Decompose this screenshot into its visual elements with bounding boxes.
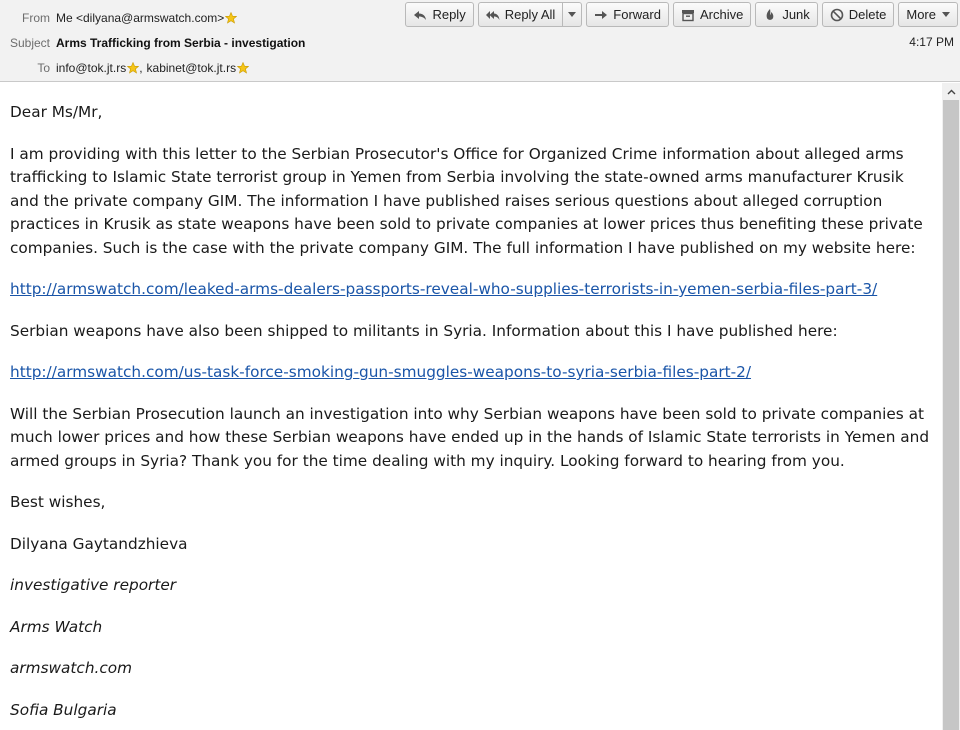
signature-website: armswatch.com	[10, 659, 133, 677]
body-paragraph: Serbian weapons have also been shipped to militants in Syria. Information about this I have published here:	[10, 321, 838, 340]
signature-title: investigative reporter	[10, 576, 177, 594]
signature-location: Sofia Bulgaria	[10, 700, 117, 719]
subject-value: Arms Trafficking from Serbia - investigation	[56, 36, 306, 50]
to-recipient[interactable]: kabinet@tok.jt.rs	[146, 61, 237, 75]
vertical-scrollbar[interactable]	[942, 83, 960, 730]
star-icon[interactable]	[237, 62, 249, 74]
archive-button[interactable]	[673, 2, 751, 27]
to-row	[0, 58, 249, 78]
subject-row	[0, 33, 305, 53]
star-icon[interactable]	[225, 12, 237, 24]
delete-icon	[830, 8, 844, 22]
more-label: More	[906, 7, 936, 22]
reply-all-button[interactable]	[478, 2, 564, 27]
delete-button[interactable]	[822, 2, 895, 27]
from-value[interactable]: Me <dilyana@armswatch.com>	[56, 11, 225, 25]
forward-icon	[594, 8, 608, 22]
chevron-down-icon	[568, 12, 576, 17]
message-time: 4:17 PM	[909, 35, 954, 49]
to-recipient[interactable]: info@tok.jt.rs	[56, 61, 127, 75]
subject-label: Subject	[9, 36, 50, 50]
from-label: From	[22, 11, 50, 25]
message-header	[0, 0, 960, 82]
junk-label: Junk	[782, 7, 810, 22]
forward-label: Forward	[613, 7, 661, 22]
from-row	[0, 8, 237, 28]
junk-icon	[763, 8, 777, 22]
article-link[interactable]: http://armswatch.com/us-task-force-smoking-gun-smuggles-weapons-to-syria-serbia-files-part-2/	[10, 363, 752, 381]
junk-button[interactable]	[755, 2, 817, 27]
signature-name: Dilyana Gaytandzhieva	[10, 534, 188, 553]
reply-all-icon	[486, 8, 500, 22]
reply-label: Reply	[432, 7, 466, 22]
reply-all-split	[478, 2, 583, 27]
reply-all-label: Reply All	[504, 7, 556, 22]
signature-org: Arms Watch	[10, 617, 103, 636]
closing: Best wishes,	[10, 493, 106, 511]
message-toolbar	[405, 2, 958, 27]
reply-icon	[413, 8, 427, 22]
body-paragraph: I am providing with this letter to the Serbian Prosecutor's Office for Organized Crime information about alleged arms trafficking to Islamic State terrorist group in Yemen from Serbia involving the state-owned arms manufacturer Krusik and the private company GIM. The information I have published raises serious questions about alleged corruption practices in Krusik as state weapons have been sold to private companies at lower prices thus benefiting these private companies. Such is the case with the private company GIM. The full information I have published on my website here:	[10, 144, 923, 257]
body-paragraph: Will the Serbian Prosecution launch an investigation into why Serbian weapons have been sold to private companies at much lower prices and how these Serbian weapons have ended up in the hands of Islamic State terrorists in Yemen and armed groups in Syria? Thank you for the time dealing with my inquiry. Looking forward to hearing from you.	[10, 404, 930, 470]
message-body	[0, 83, 942, 730]
scrollbar-thumb[interactable]	[943, 100, 959, 730]
to-label: To	[37, 61, 50, 75]
chevron-down-icon	[942, 12, 950, 17]
star-icon[interactable]	[127, 62, 139, 74]
archive-icon	[681, 8, 695, 22]
recipient-separator: ,	[139, 61, 143, 75]
forward-button[interactable]	[586, 2, 669, 27]
greeting: Dear Ms/Mr,	[10, 103, 103, 121]
reply-button[interactable]	[405, 2, 473, 27]
scroll-up-button[interactable]	[942, 83, 960, 100]
article-link[interactable]: http://armswatch.com/leaked-arms-dealers-passports-reveal-who-supplies-terrorists-in-yemen-serbia-files-part-3/	[10, 280, 878, 298]
more-button[interactable]	[898, 2, 958, 27]
scroll-up-icon	[947, 89, 956, 95]
reply-all-dropdown[interactable]	[563, 2, 582, 27]
delete-label: Delete	[848, 7, 887, 22]
archive-label: Archive	[699, 7, 744, 22]
